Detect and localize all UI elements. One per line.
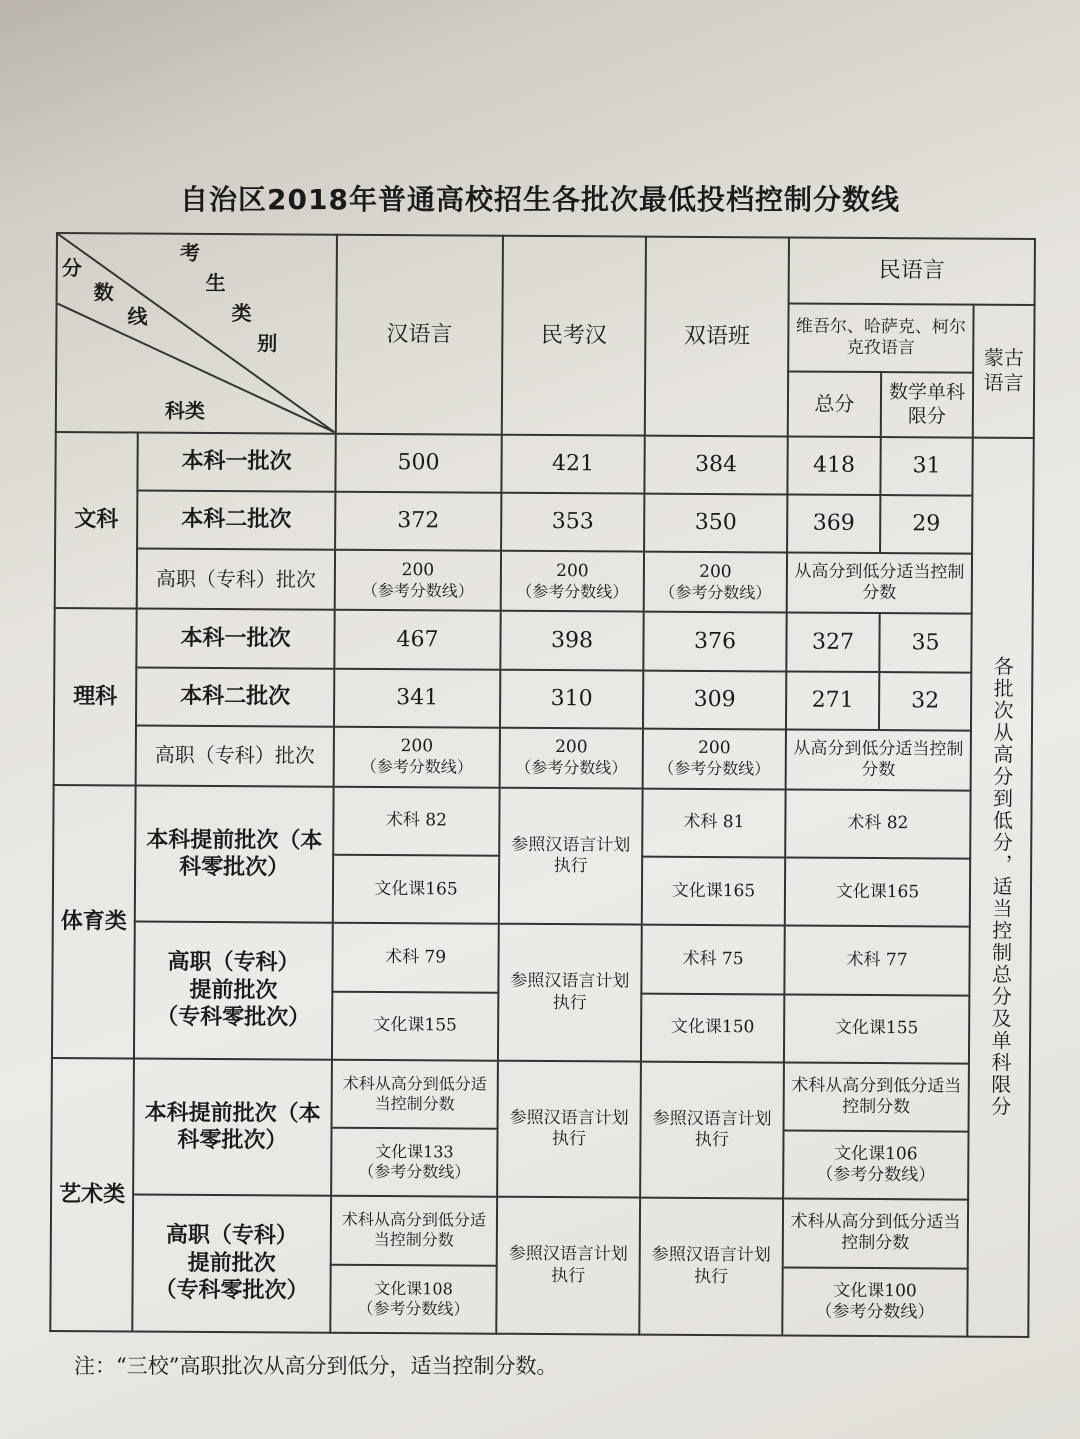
score-cell: 从高分到低分适当控制分数 (786, 729, 971, 790)
corner-header (56, 233, 337, 433)
score-cell: 327 (786, 613, 879, 672)
menggu-note: 各批次从高分到低分，适当控制总分及单科限分 (987, 656, 1015, 1119)
row-label: 本科一批次 (137, 432, 335, 491)
score-cell: 341 (334, 668, 500, 727)
score-cell: 文化课165 (642, 857, 785, 926)
score-cell: 文化课133 （参考分数线） (331, 1128, 497, 1197)
score-cell: 文化课106 （参考分数线） (783, 1131, 968, 1200)
header-total: 总分 (788, 372, 881, 437)
row-label: 高职（专科）批次 (136, 725, 334, 786)
score-cell: 350 (644, 493, 787, 552)
score-cell: 术科 82 (333, 787, 499, 856)
score-cell: 384 (644, 435, 787, 494)
corner-top-char-3: 类 (231, 301, 252, 326)
corner-left-char-2: 数 (93, 280, 114, 305)
score-cell: 文化课165 (785, 858, 970, 927)
score-cell: 200 （参考分数线） (644, 552, 787, 613)
header-minkaohan: 民考汉 (502, 236, 646, 436)
corner-top-char-2: 生 (205, 270, 226, 296)
header-minyu: 民语言 (789, 237, 1035, 305)
score-cell: 200 （参考分数线） (334, 726, 500, 787)
category-wenke: 文科 (55, 432, 138, 609)
score-cell: 200 （参考分数线） (643, 728, 786, 789)
category-like: 理科 (54, 608, 137, 785)
score-cell: 200 （参考分数线） (335, 550, 501, 611)
score-cell: 文化课108 （参考分数线） (330, 1264, 496, 1333)
score-cell: 参照汉语言计划执行 (496, 1197, 640, 1335)
score-cell: 31 (880, 437, 972, 496)
header-math: 数学单科限分 (881, 373, 973, 438)
score-cell: 参照汉语言计划执行 (640, 1061, 784, 1198)
score-cell: 200 （参考分数线） (501, 551, 644, 612)
score-cell: 文化课155 (784, 994, 969, 1063)
header-menggu: 蒙古语言 (973, 305, 1035, 438)
corner-left-char-3: 线 (127, 304, 148, 329)
score-cell: 参照汉语言计划执行 (497, 1061, 641, 1198)
score-cell: 文化课165 (333, 855, 499, 924)
row-label: 本科提前批次（本科零批次） (135, 785, 334, 923)
corner-left-char-1: 分 (61, 256, 82, 281)
row-label: 本科提前批次（本科零批次） (133, 1058, 332, 1196)
row-label: 高职（专科） 提前批次 （专科零批次） (132, 1195, 331, 1333)
score-cell: 310 (500, 669, 643, 728)
score-cell: 术科从高分到低分适当控制分数 (784, 1062, 969, 1131)
score-cell: 376 (643, 612, 786, 671)
score-cell: 29 (880, 495, 972, 554)
score-cell: 参照汉语言计划执行 (639, 1198, 783, 1336)
header-shuangyu: 双语班 (645, 237, 789, 437)
score-cell: 文化课155 (332, 991, 498, 1060)
footnote: 注：“三校”高职批次从高分到低分，适当控制分数。 (74, 1354, 558, 1378)
score-cell: 文化课100 （参考分数线） (782, 1267, 967, 1337)
score-cell: 术科从高分到低分适当控制分数 (332, 1060, 498, 1129)
score-cell: 467 (334, 610, 500, 669)
score-cell: 309 (643, 670, 786, 729)
score-cell: 术科从高分到低分适当控制分数 (783, 1199, 968, 1268)
score-cell: 32 (879, 672, 971, 731)
score-cell: 文化课150 (641, 993, 784, 1062)
score-cell: 500 (335, 433, 501, 492)
corner-bottom-label: 科类 (164, 398, 205, 423)
row-label: 高职（专科） 提前批次 （专科零批次） (134, 922, 333, 1060)
row-label: 高职（专科）批次 (137, 549, 335, 610)
score-cell: 200 （参考分数线） (500, 727, 643, 788)
score-cell: 术科 79 (332, 923, 498, 992)
score-cell: 参照汉语言计划执行 (499, 788, 643, 925)
score-cell: 398 (500, 611, 643, 670)
header-weiwu: 维吾尔、哈萨克、柯尔克孜语言 (788, 304, 973, 373)
row-label: 本科二批次 (137, 490, 335, 549)
score-cell: 术科 75 (641, 925, 784, 994)
score-cell: 421 (501, 434, 644, 493)
score-cell: 从高分到低分适当控制分数 (787, 553, 972, 614)
row-label: 本科一批次 (136, 609, 334, 668)
corner-top-char-1: 考 (179, 240, 200, 265)
score-cell: 271 (786, 671, 879, 730)
score-table (49, 232, 1036, 1338)
category-yishu: 艺术类 (50, 1058, 134, 1332)
category-tiyu: 体育类 (52, 785, 136, 1058)
score-cell: 353 (501, 493, 644, 552)
corner-top-char-4: 别 (257, 331, 278, 356)
score-cell: 术科 81 (642, 789, 785, 858)
score-cell: 术科从高分到低分适当控制分数 (331, 1196, 497, 1265)
page-title: 自治区2018年普通高校招生各批次最低投档控制分数线 (180, 183, 900, 216)
score-cell: 369 (787, 494, 880, 553)
menggu-note-cell (967, 437, 1033, 1337)
score-cell: 术科 82 (785, 789, 970, 858)
row-label: 本科二批次 (136, 667, 334, 726)
score-cell: 35 (879, 613, 971, 672)
score-cell: 372 (335, 492, 501, 551)
score-cell: 418 (787, 436, 880, 495)
score-cell: 参照汉语言计划执行 (498, 924, 642, 1061)
header-han: 汉语言 (336, 235, 503, 435)
score-cell: 术科 77 (784, 926, 969, 995)
